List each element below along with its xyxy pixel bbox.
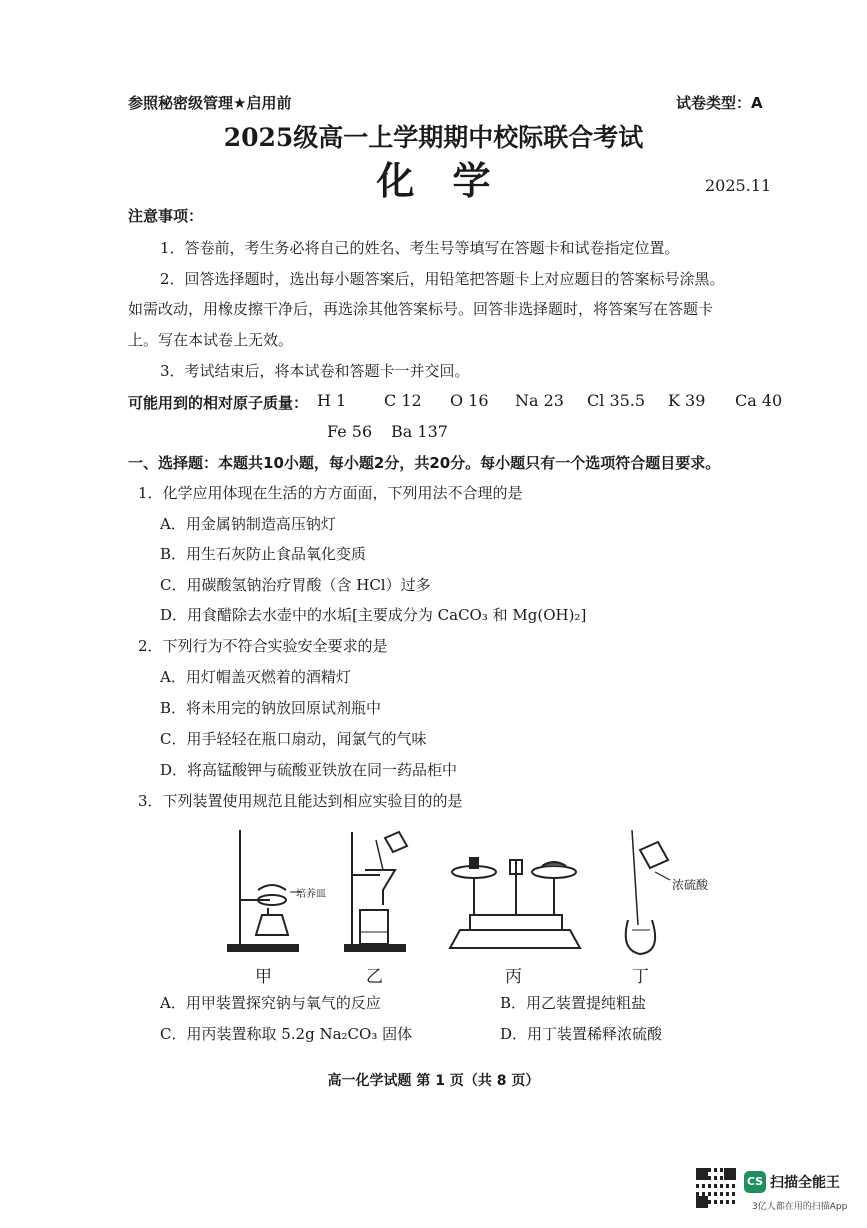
notice-item-3: 3．考试结束后，将本试卷和答题卡一并交回。 xyxy=(160,362,470,380)
atomic-mass-na: Na 23 xyxy=(515,391,564,410)
apparatus-ding-drawing xyxy=(626,830,670,954)
apparatus-jia-drawing xyxy=(228,830,302,951)
figure-label-jia: 甲 xyxy=(255,967,272,987)
camscanner-logo-icon: CS xyxy=(744,1171,766,1193)
scanner-tagline: 3亿人都在用的扫描App xyxy=(752,1202,848,1212)
annotation-petri-dish: 培养皿 xyxy=(296,889,326,900)
exam-title: 2025级高一上学期期中校际联合考试 xyxy=(223,123,644,152)
question-3-option-c: C．用丙装置称取 5.2g Na₂CO₃ 固体 xyxy=(160,1025,413,1043)
question-3-option-b: B．用乙装置提纯粗盐 xyxy=(500,994,647,1012)
notice-item-2-line-1: 2．回答选择题时，选出每小题答案后，用铅笔把答题卡上对应题目的答案标号涂黑。 xyxy=(160,270,725,288)
notice-item-1: 1．答卷前，考生务必将自己的姓名、考生号等填写在答题卡和试卷指定位置。 xyxy=(160,239,680,257)
exam-date: 2025.11 xyxy=(705,176,772,195)
atomic-mass-label: 可能用到的相对原子质量： xyxy=(128,394,309,412)
apparatus-yi-drawing xyxy=(345,832,407,951)
question-1-option-c: C．用碳酸氢钠治疗胃酸（含 HCl）过多 xyxy=(160,576,431,594)
paper-type-label: 试卷类型：A xyxy=(676,94,763,112)
annotation-conc-sulfuric-acid: 浓硫酸 xyxy=(672,878,709,892)
atomic-mass-k: K 39 xyxy=(668,391,706,410)
question-3-option-d: D．用丁装置稀释浓硫酸 xyxy=(500,1025,663,1043)
apparatus-bing-drawing xyxy=(450,858,580,948)
question-3-stem: 3．下列装置使用规范且能达到相应实验目的的是 xyxy=(138,792,463,810)
question-1-stem: 1．化学应用体现在生活的方方面面，下列用法不合理的是 xyxy=(138,484,523,502)
figure-label-ding: 丁 xyxy=(632,967,649,987)
question-2-option-b: B．将未用完的钠放回原试剂瓶中 xyxy=(160,699,382,717)
atomic-mass-c: C 12 xyxy=(384,391,422,410)
subject-title: 化 学 xyxy=(376,159,491,203)
confidentiality-label: 参照秘密级管理★启用前 xyxy=(128,94,292,112)
figure-label-yi: 乙 xyxy=(366,967,383,987)
atomic-mass-cl: Cl 35.5 xyxy=(587,391,646,410)
notice-heading: 注意事项： xyxy=(128,207,204,225)
notice-item-2-line-3: 上。写在本试卷上无效。 xyxy=(128,331,294,349)
qr-code-icon xyxy=(696,1168,736,1208)
apparatus-figures xyxy=(0,820,867,990)
scanner-app-name: 扫描全能王 xyxy=(770,1175,840,1191)
question-2-stem: 2．下列行为不符合实验安全要求的是 xyxy=(138,637,388,655)
question-2-option-a: A．用灯帽盖灭燃着的酒精灯 xyxy=(160,668,351,686)
question-1-option-a: A．用金属钠制造高压钠灯 xyxy=(160,515,336,533)
figure-label-bing: 丙 xyxy=(505,967,522,987)
question-2-option-c: C．用手轻轻在瓶口扇动，闻氯气的气味 xyxy=(160,730,427,748)
question-1-option-b: B．用生石灰防止食品氧化变质 xyxy=(160,545,367,563)
atomic-mass-h: H 1 xyxy=(317,391,347,410)
page-footer: 高一化学试题 第 1 页（共 8 页） xyxy=(327,1073,540,1089)
atomic-mass-ca: Ca 40 xyxy=(735,391,783,410)
atomic-mass-o: O 16 xyxy=(450,391,489,410)
question-1-option-d: D．用食醋除去水壶中的水垢[主要成分为 CaCO₃ 和 Mg(OH)₂] xyxy=(160,606,587,624)
question-2-option-d: D．将高锰酸钾与硫酸亚铁放在同一药品柜中 xyxy=(160,761,458,779)
section-1-heading: 一、选择题：本题共10小题，每小题2分，共20分。每小题只有一个选项符合题目要求。 xyxy=(128,454,721,472)
question-3-option-a: A．用甲装置探究钠与氧气的反应 xyxy=(160,994,381,1012)
notice-item-2-line-2: 如需改动，用橡皮擦干净后，再选涂其他答案标号。回答非选择题时，将答案写在答题卡 xyxy=(128,300,714,318)
atomic-mass-ba: Ba 137 xyxy=(391,422,448,441)
atomic-mass-fe: Fe 56 xyxy=(327,422,373,441)
